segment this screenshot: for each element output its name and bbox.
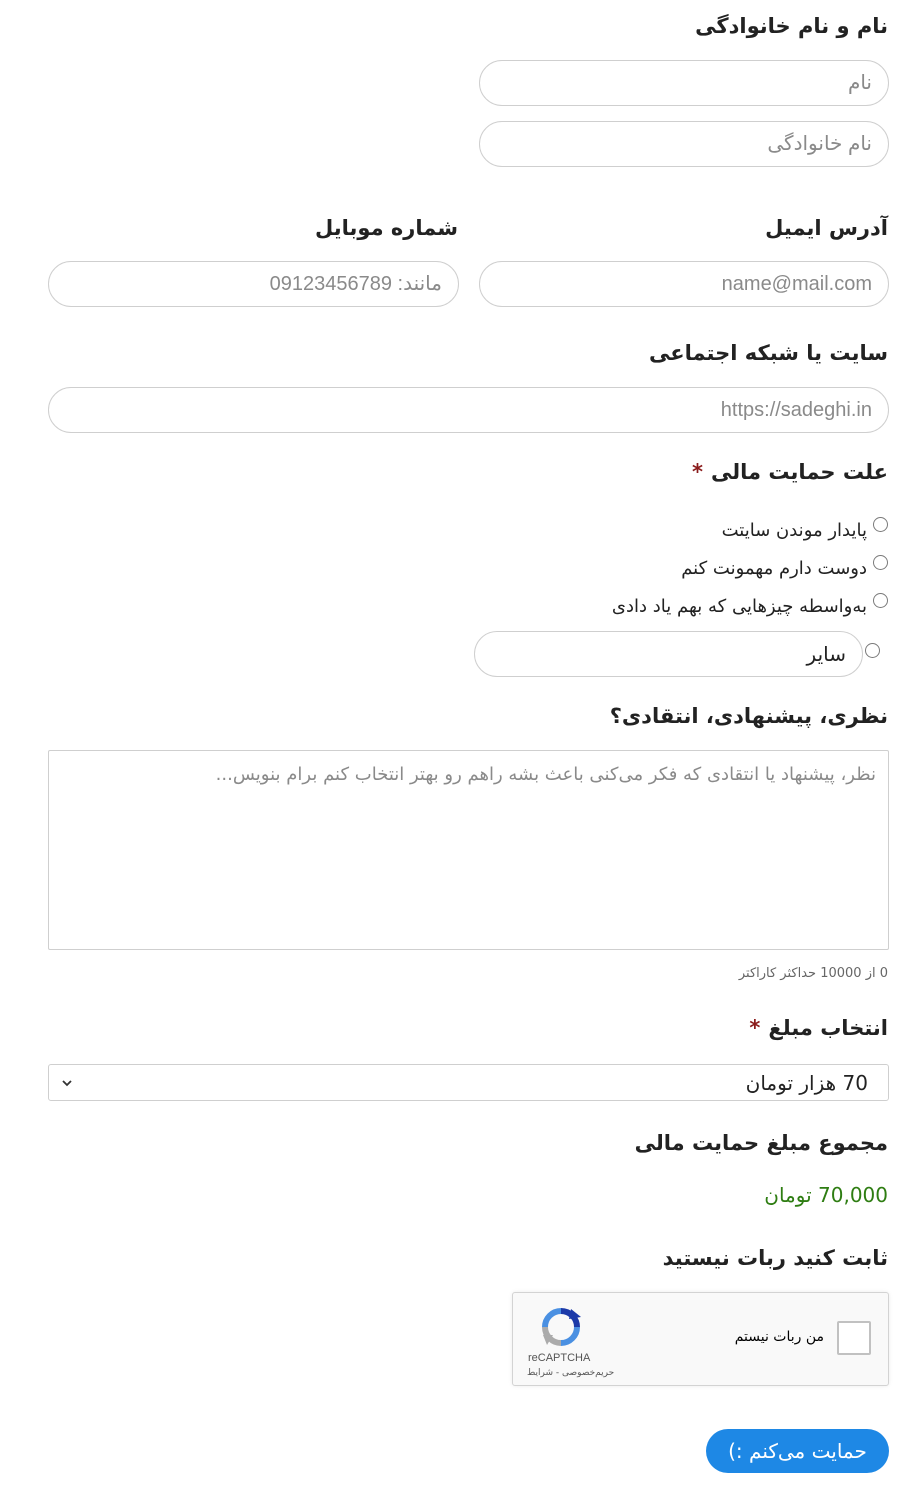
comment-textarea[interactable] <box>48 750 889 950</box>
mobile-input[interactable] <box>48 261 459 307</box>
recaptcha-text: من ربات نیستم <box>734 1329 824 1345</box>
name-label: نام و نام خانوادگی <box>695 14 888 38</box>
reason-label: علت حمایت مالی* <box>692 460 888 484</box>
recaptcha-widget <box>512 1292 889 1386</box>
reason-option-1[interactable] <box>722 515 888 545</box>
radio-button[interactable] <box>873 593 888 608</box>
website-label: سایت یا شبکه اجتماعی <box>649 341 888 365</box>
last-name-input[interactable] <box>479 121 889 167</box>
amount-label: انتخاب مبلغ* <box>749 1016 888 1040</box>
comment-label: نظری، پیشنهادی، انتقادی؟ <box>609 704 888 728</box>
first-name-input[interactable] <box>479 60 889 106</box>
submit-button[interactable]: حمایت می‌کنم :) <box>706 1429 889 1473</box>
radio-button[interactable] <box>873 555 888 570</box>
required-mark: * <box>692 460 703 484</box>
website-input[interactable] <box>48 387 889 433</box>
recaptcha-brand: reCAPTCHA <box>528 1352 591 1364</box>
amount-select-value: 70 هزار تومان <box>745 1070 868 1095</box>
email-input[interactable] <box>479 261 889 307</box>
reason-other-radio[interactable] <box>865 643 880 658</box>
reason-option-label: به‌واسطه چیزهایی که بهم یاد دادی <box>611 595 867 617</box>
radio-button[interactable] <box>873 517 888 532</box>
amount-select[interactable] <box>48 1064 889 1101</box>
email-label: آدرس ایمیل <box>765 216 888 240</box>
recaptcha-logo-icon <box>541 1307 581 1347</box>
reason-option-label: پایدار موندن سایتت <box>721 519 867 541</box>
required-mark: * <box>749 1016 761 1040</box>
captcha-label: ثابت کنید ربات نیستید <box>662 1246 888 1270</box>
recaptcha-checkbox[interactable] <box>837 1321 871 1355</box>
mobile-label: شماره موبایل <box>315 216 458 240</box>
chevron-down-icon <box>61 1077 73 1089</box>
reason-other-input[interactable] <box>474 631 863 677</box>
total-value: 70,000 تومان <box>764 1183 888 1207</box>
total-label: مجموع مبلغ حمایت مالی <box>634 1131 888 1155</box>
reason-option-3[interactable] <box>612 591 888 621</box>
reason-option-label: دوست دارم مهمونت کنم <box>681 557 867 579</box>
character-counter: 0 از 10000 حداکثر کاراکتر <box>738 966 888 981</box>
reason-option-2[interactable] <box>681 553 888 583</box>
recaptcha-links[interactable]: حریم‌خصوصی - شرایط <box>527 1368 615 1378</box>
